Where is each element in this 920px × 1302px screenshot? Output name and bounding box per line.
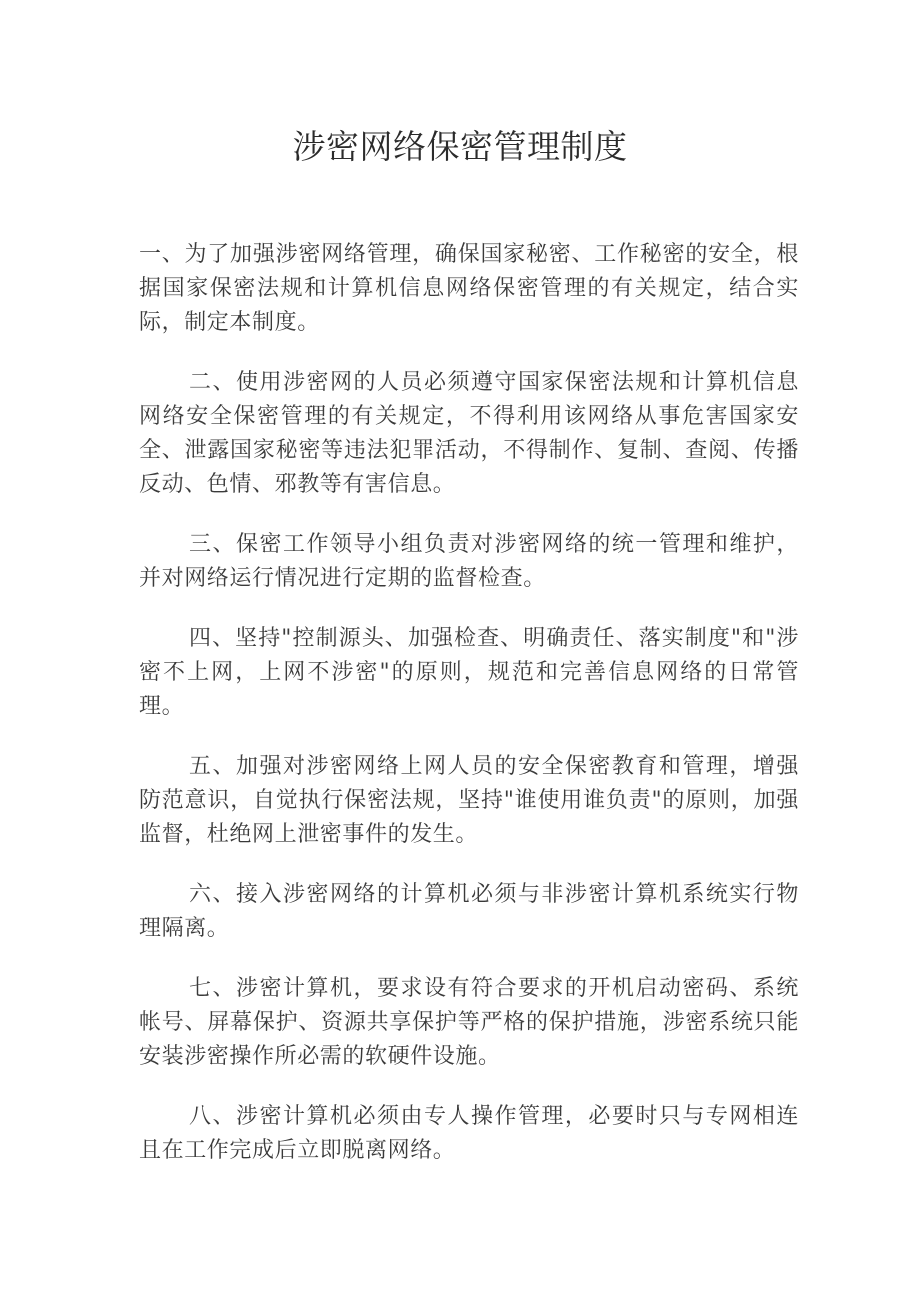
document-body (139, 238, 799, 1194)
document-title: 涉密网络保密管理制度 (292, 127, 628, 166)
paragraph-4: 四、坚持"控制源头、加强检查、明确责任、落实制度"和"涉密不上网，上网不涉密"的原则，规范和完善信息网络的日常管理。 (139, 626, 799, 719)
paragraph-1: 一、为了加强涉密网络管理，确保国家秘密、工作秘密的安全，根据国家保密法规和计算机信息网络保密管理的有关规定，结合实际，制定本制度。 (139, 242, 799, 335)
paragraph-2: 二、使用涉密网的人员必须遵守国家保密法规和计算机信息网络安全保密管理的有关规定，不得利用该网络从事危害国家安全、泄露国家秘密等违法犯罪活动，不得制作、复制、查阅、传播反动、色情、邪教等有害信息。 (139, 370, 799, 497)
paragraph-8: 八、涉密计算机必须由专人操作管理，必要时只与专网相连且在工作完成后立即脱离网络。 (139, 1104, 799, 1163)
paragraph-3: 三、保密工作领导小组负责对涉密网络的统一管理和维护，并对网络运行情况进行定期的监督检查。 (139, 532, 799, 591)
paragraph-6: 六、接入涉密网络的计算机必须与非涉密计算机系统实行物理隔离。 (139, 882, 799, 941)
paragraph-7: 七、涉密计算机，要求设有符合要求的开机启动密码、系统帐号、屏幕保护、资源共享保护等严格的保护措施，涉密系统只能安装涉密操作所必需的软硬件设施。 (139, 976, 799, 1069)
paragraph-5: 五、加强对涉密网络上网人员的安全保密教育和管理，增强防范意识，自觉执行保密法规，坚持"谁使用谁负责"的原则，加强监督，杜绝网上泄密事件的发生。 (139, 754, 799, 847)
